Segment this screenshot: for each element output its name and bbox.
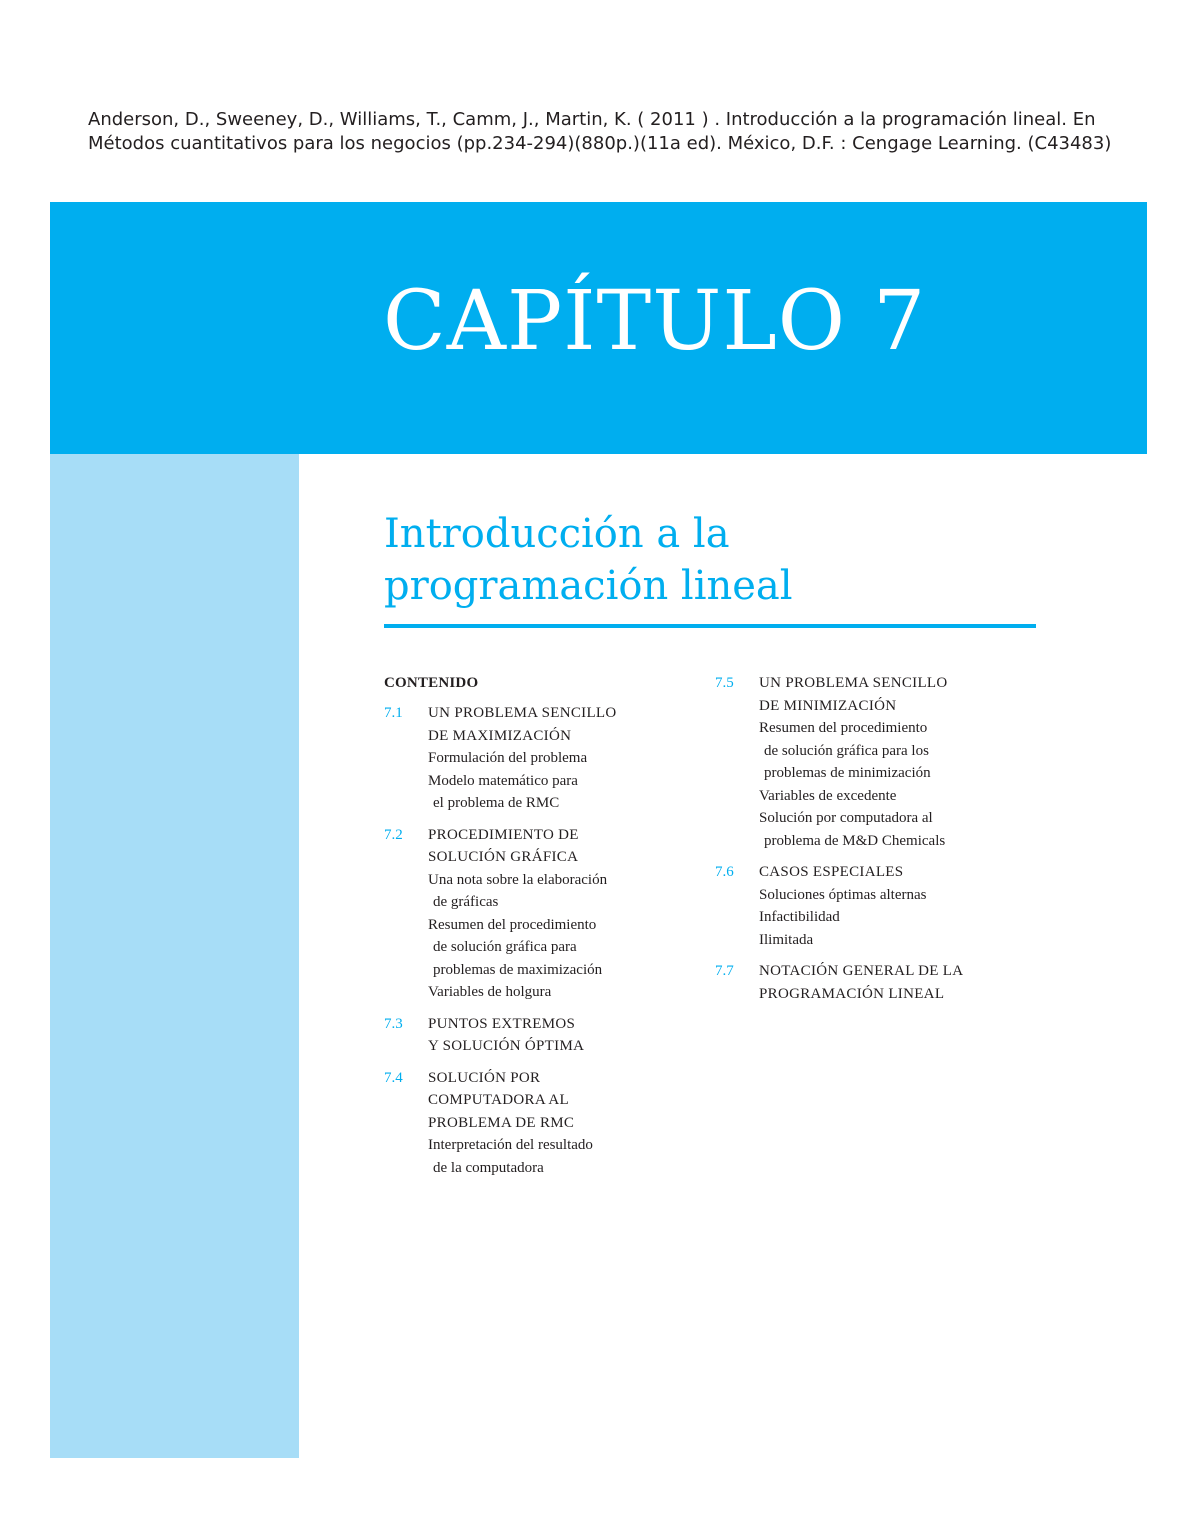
toc-section-title-line: DE MINIMIZACIÓN	[759, 697, 897, 714]
toc-subsection-line: Resumen del procedimiento	[759, 720, 928, 736]
toc-section	[715, 861, 1035, 951]
toc-section-title-line: PROBLEMA DE RMC	[428, 1114, 575, 1131]
toc-subsection-line: Resumen del procedimiento	[428, 916, 597, 933]
toc-subsection-line: Una nota sobre la elaboración	[428, 871, 608, 888]
toc-section-title-line: PROGRAMACIÓN LINEAL	[759, 985, 945, 1002]
toc-subsection-line: Formulación del problema	[428, 750, 588, 766]
toc-section-title	[428, 702, 684, 747]
toc-section	[715, 672, 1035, 852]
toc-section-number: 7.2	[384, 826, 403, 843]
toc-subsection	[759, 785, 1035, 808]
toc-section-title	[428, 824, 684, 869]
toc-section-title	[428, 1013, 684, 1058]
topic-title-line-1: Introducción a la	[384, 511, 730, 557]
toc-subsection	[428, 770, 684, 815]
title-divider	[384, 624, 1036, 628]
toc-subsection-line: Variables de excedente	[759, 787, 897, 804]
toc-section-title-line: PUNTOS EXTREMOS	[428, 1015, 576, 1032]
topic-title-line-2: programación lineal	[384, 563, 793, 609]
chapter-topic-title	[384, 508, 793, 612]
toc-section-number: 7.1	[384, 705, 403, 721]
toc-subsection	[759, 906, 1035, 929]
toc-section-title-line: Y SOLUCIÓN ÓPTIMA	[428, 1038, 585, 1054]
toc-subsection	[428, 747, 684, 770]
toc-subsection	[428, 1134, 684, 1179]
toc-section-title-line: PROCEDIMIENTO DE	[428, 826, 579, 843]
toc-section-title	[759, 672, 1035, 717]
toc-section	[384, 1013, 684, 1058]
toc-subsection-line: el problema de RMC	[433, 795, 560, 811]
toc-subsection-line: de solución gráfica para los	[764, 742, 929, 759]
side-color-band	[50, 454, 299, 1458]
toc-subsection-line: Modelo matemático para	[428, 772, 578, 789]
toc-section-number: 7.3	[384, 1015, 403, 1032]
toc-section-number: 7.6	[715, 864, 734, 880]
toc-section-title-line: COMPUTADORA AL	[428, 1092, 569, 1108]
toc-subsection-line: Ilimitada	[759, 931, 814, 948]
toc-section-number: 7.5	[715, 675, 734, 691]
toc-section-title-line: UN PROBLEMA SENCILLO	[759, 675, 948, 691]
toc-subsection-line: problemas de maximización	[433, 961, 603, 978]
toc-subsection	[759, 884, 1035, 907]
toc-section-title-line: CASOS ESPECIALES	[759, 864, 904, 880]
toc-column-left	[384, 672, 684, 1188]
toc-subsection-line: Infactibilidad	[759, 909, 840, 925]
toc-section-title-line: DE MAXIMIZACIÓN	[428, 727, 572, 744]
toc-subsection-line: problemas de minimización	[764, 765, 931, 781]
toc-section-title-line: SOLUCIÓN POR	[428, 1069, 541, 1086]
toc-heading: CONTENIDO	[384, 675, 479, 691]
toc-section	[715, 960, 1035, 1005]
toc-subsection-line: de la computadora	[433, 1159, 544, 1176]
toc-section-title	[759, 861, 1035, 884]
toc-section-number: 7.4	[384, 1069, 403, 1086]
toc-subsection	[428, 981, 684, 1004]
toc-subsection-line: problema de M&D Chemicals	[764, 832, 946, 849]
toc-subsection	[428, 869, 684, 914]
citation-text	[88, 108, 1148, 156]
toc-subsection	[428, 914, 684, 982]
toc-subsection-line: Solución por computadora al	[759, 810, 933, 826]
toc-section-title-line: SOLUCIÓN GRÁFICA	[428, 849, 579, 865]
toc-column-right	[715, 672, 1035, 1014]
toc-section-title	[759, 960, 1035, 1005]
chapter-label: CAPÍTULO 7	[383, 274, 927, 369]
toc-subsection-line: Soluciones óptimas alternas	[759, 886, 927, 903]
toc-subsection	[759, 929, 1035, 952]
toc-section-title-line: NOTACIÓN GENERAL DE LA	[759, 963, 964, 979]
toc-section	[384, 824, 684, 1004]
toc-section	[384, 1067, 684, 1180]
toc-subsection	[759, 807, 1035, 852]
toc-section-number: 7.7	[715, 963, 734, 979]
citation-line-2: Métodos cuantitativos para los negocios (pp.234-294)(880p.)(11a ed). México, D.F. : Cengage Learning. (C43483)	[88, 133, 1112, 154]
toc-subsection-line: de gráficas	[433, 894, 499, 910]
toc-section-title	[428, 1067, 684, 1135]
toc-section	[384, 702, 684, 815]
citation-line-1: Anderson, D., Sweeney, D., Williams, T., Camm, J., Martin, K. ( 2011 ) . Introducción a la programación lineal. En	[88, 109, 1096, 130]
toc-section-title-line: UN PROBLEMA SENCILLO	[428, 705, 617, 721]
toc-subsection-line: Variables de holgura	[428, 984, 552, 1000]
toc-subsection-line: de solución gráfica para	[433, 939, 577, 955]
toc-section-list	[384, 702, 684, 1179]
toc-section-list	[715, 672, 1035, 1005]
toc-subsection-line: Interpretación del resultado	[428, 1137, 593, 1153]
toc-subsection	[759, 717, 1035, 785]
